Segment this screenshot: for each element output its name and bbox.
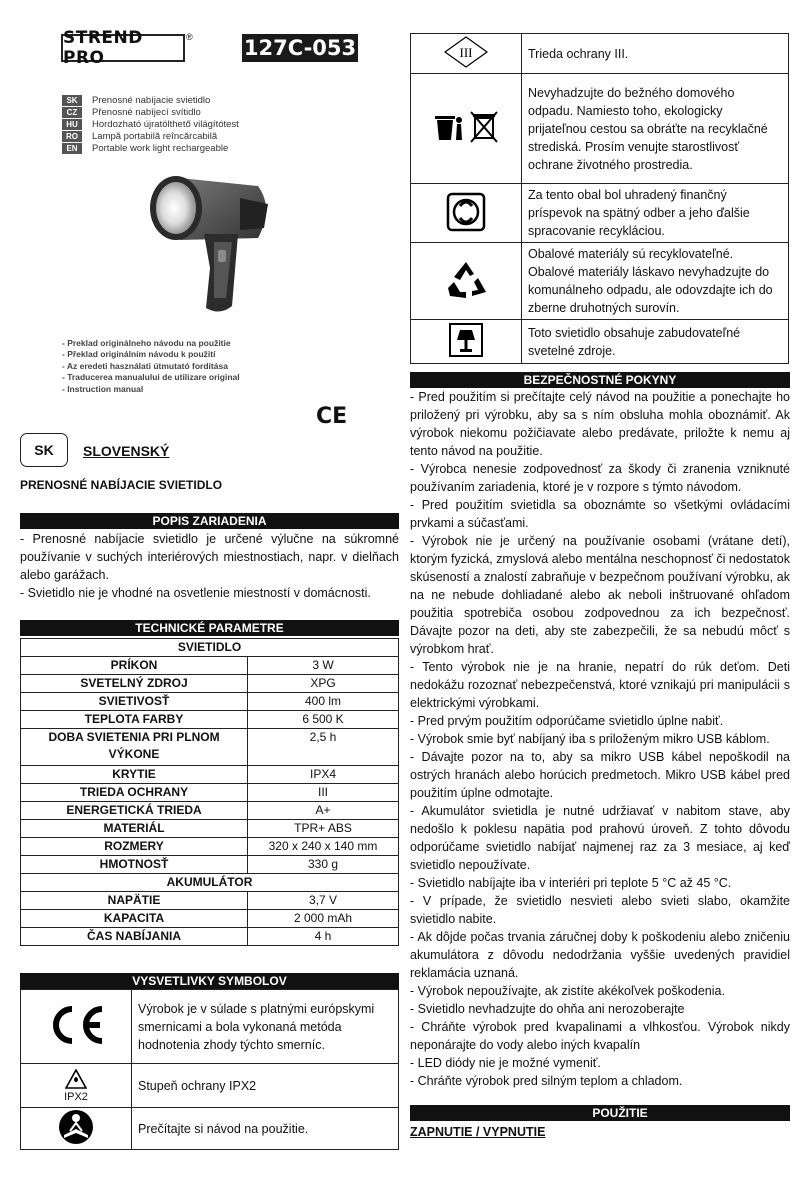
language-heading: SLOVENSKÝ xyxy=(83,443,170,459)
language-list xyxy=(62,94,362,154)
safety-item: - LED diódy nie je možné vymeniť. xyxy=(410,1056,601,1070)
table-row xyxy=(21,1064,399,1108)
symbol-description: Stupeň ochrany IPX2 xyxy=(132,1064,399,1108)
table-row: KAPACITA 2 000 mAh xyxy=(21,910,399,928)
language-code: CZ xyxy=(62,107,82,118)
model-number-text: 127C-053 xyxy=(243,36,357,60)
brand-logo xyxy=(61,28,185,68)
recycle-icon xyxy=(444,260,488,300)
tech-params-table xyxy=(20,638,399,946)
language-code: EN xyxy=(62,143,82,154)
safety-item: - Pred použitím svietidla sa oboznámte so všetkými ovládacími prvkami a súčasťami. xyxy=(410,498,790,530)
description-paragraph: - Prenosné nabíjacie svietidlo je určené výlučne na súkromné používanie v suchých interiérových miestnostiach, napr. v dielňach alebo garážach. xyxy=(20,532,399,582)
table-row: TEPLOTA FARBY 6 500 K xyxy=(21,711,399,729)
safety-item: - Pred použitím si prečítajte celý návod na použitie a ponechajte ho priložený pri výrobku, aby sa s ním obsluha mohla oboznámiť. Ak výrobok niekomu požičiavate alebo predávate, priložte k nemu aj tento návod na použitie. xyxy=(410,390,790,458)
usage-heading xyxy=(410,1105,790,1121)
symbol-description: Toto svietidlo obsahuje zabudovateľné svetelné zdroje. xyxy=(522,320,789,364)
safety-item: - Výrobok nepoužívajte, ak zistíte akékoľvek poškodenia. xyxy=(410,984,725,998)
language-row xyxy=(62,94,362,106)
description-paragraph: - Svietidlo nie je vhodné na osvetlenie miestností v domácnosti. xyxy=(20,586,371,600)
lamp-icon xyxy=(448,322,484,358)
table-row: ČAS NABÍJANIA 4 h xyxy=(21,928,399,946)
table-row xyxy=(411,320,789,364)
language-badge xyxy=(20,433,68,467)
product-name-heading: PRENOSNÉ NABÍJACIE SVIETIDLO xyxy=(20,478,223,492)
table-row: ROZMERY 320 x 240 x 140 mm xyxy=(21,838,399,856)
language-title: Portable work light rechargeable xyxy=(92,142,229,154)
table-row xyxy=(411,243,789,320)
green-dot-icon xyxy=(446,192,486,232)
ce-mark-icon xyxy=(46,1003,106,1047)
language-title: Hordozható újratölthető világítótest xyxy=(92,118,239,130)
symbol-description: Trieda ochrany III. xyxy=(522,34,789,74)
safety-item: - Akumulátor svietidla je nutné udržiavať v nabitom stave, aby nedošlo k poklesu napätia pod prahovú úroveň. Z tohto dôvodu odporúčame svietidlo nabíjať najmenej raz za 3 mesiace, aj keď svietidlo nepoužívate. xyxy=(410,804,790,872)
symbol-description: Za tento obal bol uhradený finančný príspevok na spätný odber a jeho ďalšie spracovanie recykláciou. xyxy=(522,184,789,243)
table-row xyxy=(411,184,789,243)
table-row: PRÍKON 3 W xyxy=(21,657,399,675)
read-manual-icon xyxy=(56,1109,96,1145)
usage-subheading: ZAPNUTIE / VYPNUTIE xyxy=(410,1125,546,1139)
brand-name: STREND PRO xyxy=(63,28,143,68)
symbols-heading: VYSVETLIVKY SYMBOLOV xyxy=(20,973,399,989)
safety-item: - Chráňte výrobok pred silným teplom a chladom. xyxy=(410,1074,683,1088)
language-code: HU xyxy=(62,119,82,130)
instruction-item: - Preklad originálneho návodu na použitie xyxy=(62,338,231,348)
table-row: NAPÄTIE 3,7 V xyxy=(21,892,399,910)
safety-item: - V prípade, že svietidlo nesvieti alebo svieti slabo, okamžite svietidlo nabite. xyxy=(410,894,790,926)
table-row xyxy=(21,1108,399,1150)
registered-mark: ® xyxy=(186,32,193,42)
description-heading: POPIS ZARIADENIA xyxy=(20,513,399,529)
table-row: KRYTIE IPX4 xyxy=(21,766,399,784)
symbols-table-left xyxy=(20,989,399,1150)
symbol-description: Výrobok je v súlade s platnými európskymi smernicami a bola vykonaná metóda hodnotenia zhody týchto smerníc. xyxy=(132,990,399,1064)
table-row: MATERIÁL TPR+ ABS xyxy=(21,820,399,838)
model-number xyxy=(242,34,358,62)
language-row xyxy=(62,142,362,154)
table-row: HMOTNOSŤ 330 g xyxy=(21,856,399,874)
table-row xyxy=(411,34,789,74)
safety-item: - Svietidlo nabíjajte iba v interiéri pri teplote 5 °C až 45 °C. xyxy=(410,876,732,890)
safety-item: - Ak dôjde počas trvania záručnej doby k poškodeniu alebo zničeniu akumulátora z dôvodu nedodržania vyššie uvedených pravidiel reklamácia uznaná. xyxy=(410,930,790,980)
language-code: RO xyxy=(62,131,82,142)
safety-item: - Chráňte výrobok pred kvapalinami a vlhkosťou. Výrobok nikdy neponárajte do vody alebo iných kvapalín xyxy=(410,1020,790,1052)
symbol-description: Obalové materiály sú recyklovateľné. Obalové materiály láskavo nevyhadzujte do komunálneho odpadu, ale odovzdajte ich do zberne druhotných surovín. xyxy=(522,243,789,320)
table-group-header: SVIETIDLO xyxy=(21,639,399,657)
usage-heading-text: POUŽITIE xyxy=(592,1106,648,1120)
safety-instructions xyxy=(410,388,790,1090)
ce-mark: CE xyxy=(316,404,348,429)
table-row xyxy=(21,990,399,1064)
language-code: SK xyxy=(62,95,82,106)
language-row xyxy=(62,130,362,142)
safety-item: - Svietidlo nevhadzujte do ohňa ani nerozoberajte xyxy=(410,1002,685,1016)
safety-heading: BEZPEČNOSTNÉ POKYNY xyxy=(410,372,790,388)
table-row: ENERGETICKÁ TRIEDA A+ xyxy=(21,802,399,820)
table-group-header: AKUMULÁTOR xyxy=(21,874,399,892)
safety-item: - Dávajte pozor na to, aby sa mikro USB kábel nepoškodil na ostrých hranách alebo horúcich predmetoch. Mikro USB kábel pred použitím úplne odmotajte. xyxy=(410,750,790,800)
ipx2-icon xyxy=(64,1069,88,1103)
instruction-item: - Instruction manual xyxy=(62,383,144,394)
safety-item: - Pred prvým použitím odporúčame svietidlo úplne nabiť. xyxy=(410,714,724,728)
symbol-description: Prečítajte si návod na použitie. xyxy=(132,1108,399,1150)
instruction-list xyxy=(62,338,362,395)
language-title: Prenosné nabíjacie svietidlo xyxy=(92,94,211,106)
language-row xyxy=(62,106,362,118)
safety-item: - Výrobok nie je určený na používanie osobami (vrátane detí), ktorým fyzická, zmyslová alebo mentálna neschopnosť či nedostatok skúseností a znalostí zabraňuje v bezpečnom používaní výrobku, ak na ne nebude dohliadané alebo ak neboli inštruované ohľadom použitia spotrebiča osobou zodpovednou za ich bezpečnosť. Dávajte pozor na deti, aby ste zabezpečili, že sa nebudú môcť s výrobkom hrať. xyxy=(410,534,790,656)
instruction-item: - Az eredeti használati útmutató fordítása xyxy=(62,360,228,371)
protection-class-label: III xyxy=(459,45,473,60)
language-title: Lampă portabilă reîncărcabilă xyxy=(92,130,218,142)
table-row: SVETELNÝ ZDROJ XPG xyxy=(21,675,399,693)
safety-item: - Výrobca nenesie zodpovednosť za škody či zranenia vzniknuté používaním zariadenia, ktoré je v rozpore s týmto návodom. xyxy=(410,462,790,494)
table-row: TRIEDA OCHRANY III xyxy=(21,784,399,802)
flashlight-product-image xyxy=(140,168,280,318)
language-row xyxy=(62,118,362,130)
symbol-description: Nevyhadzujte do bežného domového odpadu. Namiesto toho, ekologicky prijateľnou cestou sa obráťte na recyklačné strediská. Prosím venujte starostlivosť ochrane životného prostredia. xyxy=(522,74,789,184)
safety-item: - Tento výrobok nie je na hranie, nepatrí do rúk deťom. Deti nedokážu rozoznať nebezpečenstvá, ktoré vznikajú pri manipulácii s elektrickými výrobkami. xyxy=(410,660,790,710)
table-row: SVIETIVOSŤ 400 lm xyxy=(21,693,399,711)
description-text xyxy=(20,530,399,602)
instruction-item: - Překlad originálním návodu k použití xyxy=(62,349,216,360)
table-row xyxy=(411,74,789,184)
warning-triangle-icon xyxy=(65,1069,87,1089)
instruction-item: - Traducerea manualului de utilizare original xyxy=(62,372,240,383)
weee-bin-icon xyxy=(431,110,501,144)
table-row: DOBA SVIETENIA PRI PLNOM VÝKONE 2,5 h xyxy=(21,729,399,766)
tech-params-heading: TECHNICKÉ PARAMETRE xyxy=(20,620,399,636)
language-title: Přenosné nabíjecí svítidlo xyxy=(92,106,201,118)
symbols-table-right xyxy=(410,33,789,364)
language-badge-text: SK xyxy=(34,442,54,458)
protection-class-iii-icon xyxy=(443,35,489,69)
safety-item: - Výrobok smie byť nabíjaný iba s priloženým mikro USB káblom. xyxy=(410,732,770,746)
ipx2-label: IPX2 xyxy=(64,1090,88,1103)
